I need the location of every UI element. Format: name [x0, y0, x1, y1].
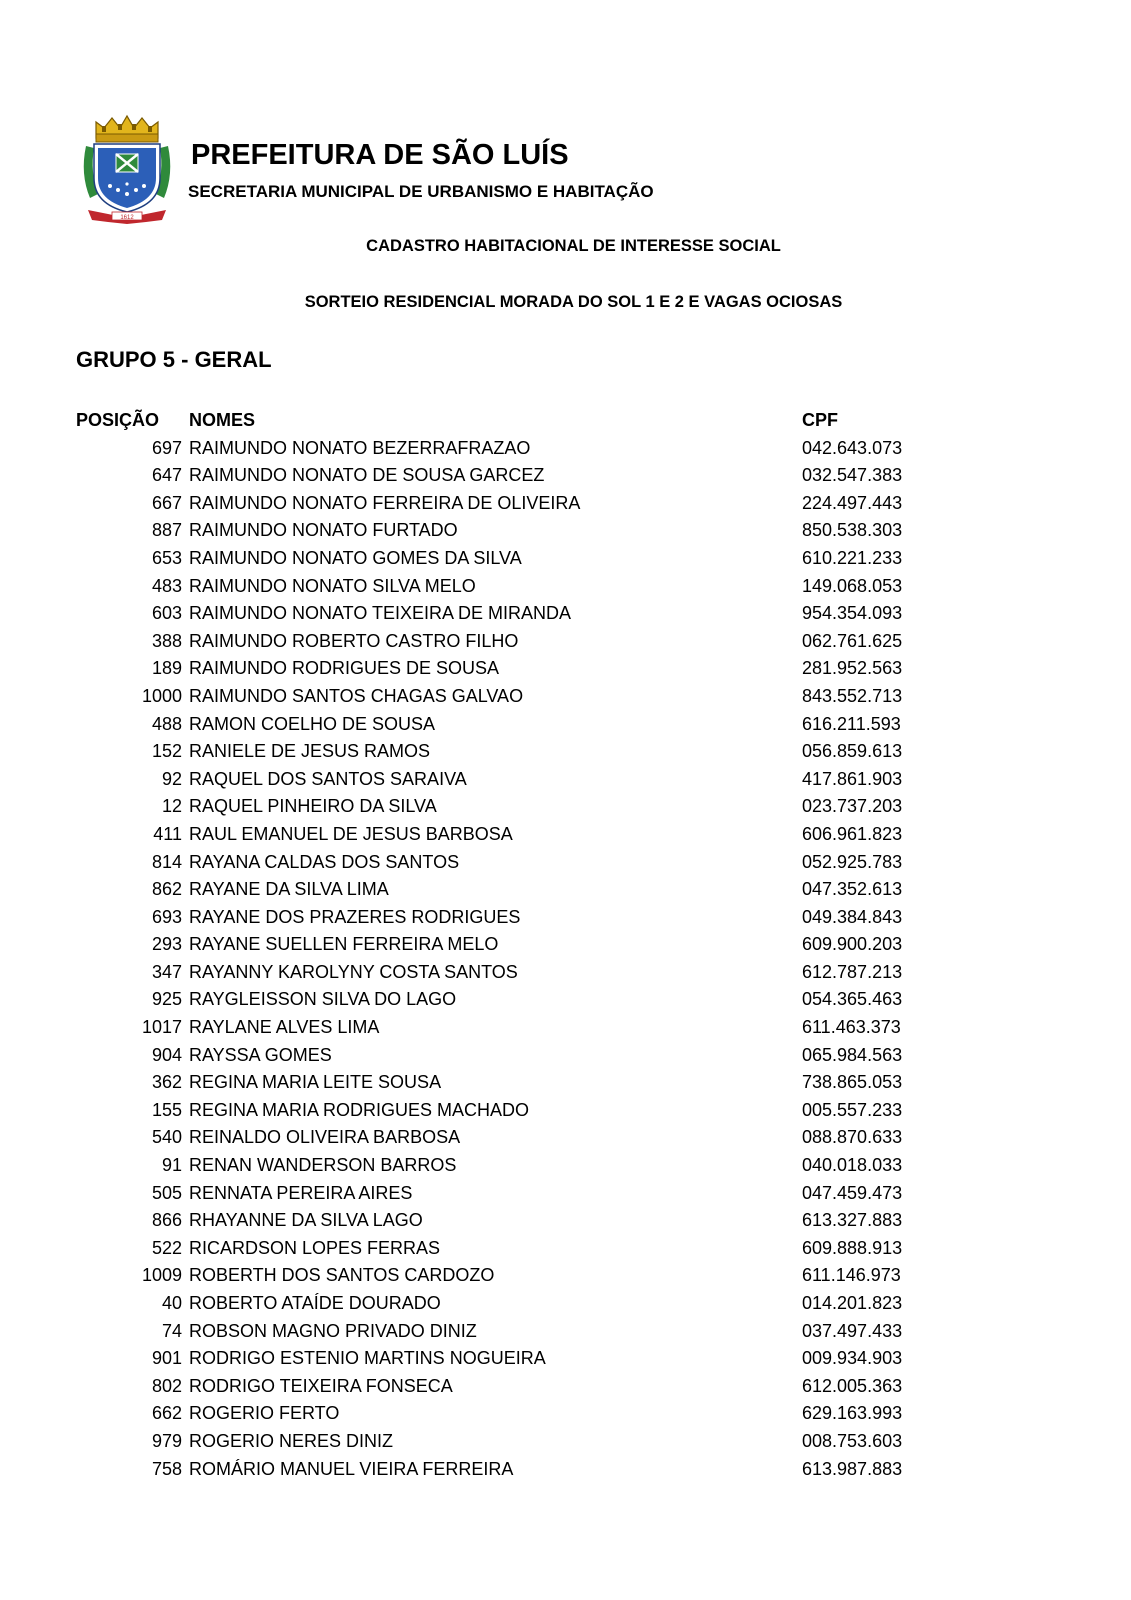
row-cpf: 040.018.033	[802, 1155, 903, 1176]
table-row	[0, 738, 1131, 766]
results-table	[0, 407, 1131, 1483]
row-name: RAYSSA GOMES	[189, 1044, 332, 1065]
table-row	[0, 711, 1131, 739]
row-cpf: 616.211.593	[802, 713, 901, 734]
table-row	[0, 821, 1131, 849]
row-cpf: 610.221.233	[802, 547, 903, 568]
table-row	[0, 1042, 1131, 1070]
table-row	[0, 1069, 1131, 1097]
row-cpf: 049.384.843	[802, 906, 903, 927]
row-position: 653	[151, 547, 182, 568]
row-cpf: 062.761.625	[802, 630, 903, 651]
table-row	[0, 793, 1131, 821]
table-row	[0, 517, 1131, 545]
table-row	[0, 1290, 1131, 1318]
row-cpf: 612.787.213	[802, 961, 903, 982]
table-row	[0, 904, 1131, 932]
row-position: 388	[151, 630, 182, 651]
column-header-position: POSIÇÃO	[76, 410, 160, 430]
row-name: RAYANE SUELLEN FERREIRA MELO	[189, 934, 499, 955]
table-row	[0, 1207, 1131, 1235]
row-position: 91	[161, 1155, 182, 1176]
row-name: RAIMUNDO NONATO DE SOUSA GARCEZ	[189, 465, 545, 486]
table-row	[0, 600, 1131, 628]
row-name: ROBERTH DOS SANTOS CARDOZO	[189, 1265, 495, 1286]
table-row	[0, 1345, 1131, 1373]
row-position: 40	[161, 1293, 182, 1313]
row-position: 693	[151, 906, 182, 927]
row-cpf: 224.497.443	[802, 492, 903, 513]
row-cpf: 037.497.433	[802, 1320, 903, 1341]
table-row	[0, 1428, 1131, 1456]
row-name: RAUL EMANUEL DE JESUS BARBOSA	[189, 823, 513, 844]
row-name: REGINA MARIA RODRIGUES MACHADO	[189, 1099, 530, 1120]
row-cpf: 056.859.613	[802, 741, 903, 762]
row-name: RODRIGO ESTENIO MARTINS NOGUEIRA	[189, 1348, 546, 1369]
row-position: 1017	[141, 1017, 182, 1038]
row-position: 347	[151, 961, 182, 982]
row-name: RHAYANNE DA SILVA LAGO	[189, 1210, 423, 1231]
row-cpf: 047.352.613	[802, 879, 903, 900]
row-position: 887	[151, 520, 182, 541]
row-cpf: 088.870.633	[802, 1127, 903, 1148]
row-position: 647	[151, 465, 182, 486]
table-row	[0, 1124, 1131, 1152]
row-cpf: 032.547.383	[802, 465, 903, 486]
table-row	[0, 931, 1131, 959]
row-position: 12	[161, 796, 182, 817]
row-name: RANIELE DE JESUS RAMOS	[189, 741, 431, 762]
document-title: CADASTRO HABITACIONAL DE INTERESSE SOCIAL	[366, 237, 781, 255]
row-position: 411	[153, 823, 182, 844]
row-position: 697	[151, 437, 182, 458]
row-name: RAYLANE ALVES LIMA	[189, 1017, 380, 1038]
row-name: RAYANE DOS PRAZERES RODRIGUES	[189, 906, 521, 927]
row-name: RAIMUNDO NONATO FERREIRA DE OLIVEIRA	[189, 492, 581, 513]
row-position: 802	[151, 1375, 182, 1396]
row-position: 901	[151, 1348, 182, 1369]
row-name: RAQUEL DOS SANTOS SARAIVA	[189, 768, 467, 789]
table-row	[0, 573, 1131, 601]
column-header-name: NOMES	[189, 410, 256, 430]
row-name: RAIMUNDO NONATO BEZERRAFRAZAO	[189, 437, 531, 458]
table-row	[0, 490, 1131, 518]
row-cpf: 054.365.463	[802, 989, 903, 1010]
row-name: REGINA MARIA LEITE SOUSA	[189, 1072, 442, 1093]
row-position: 74	[161, 1320, 182, 1341]
row-cpf: 065.984.563	[802, 1044, 903, 1065]
group-title: GRUPO 5 - GERAL	[76, 347, 272, 372]
row-position: 362	[151, 1072, 182, 1093]
row-position: 1009	[141, 1265, 182, 1286]
row-position: 603	[151, 603, 182, 624]
table-row	[0, 1400, 1131, 1428]
row-cpf: 629.163.993	[802, 1403, 903, 1424]
row-position: 488	[151, 713, 182, 734]
row-position: 814	[151, 851, 182, 872]
row-name: RAYANA CALDAS DOS SANTOS	[189, 851, 460, 872]
row-name: RAQUEL PINHEIRO DA SILVA	[189, 796, 437, 817]
row-position: 866	[151, 1210, 182, 1231]
row-cpf: 850.538.303	[802, 520, 903, 541]
table-row	[0, 462, 1131, 490]
row-name: RENAN WANDERSON BARROS	[189, 1155, 457, 1176]
row-name: RAYANNY KAROLYNY COSTA SANTOS	[189, 961, 518, 982]
city-crest-logo	[78, 114, 176, 226]
table-row	[0, 1097, 1131, 1125]
row-name: ROGERIO NERES DINIZ	[189, 1430, 394, 1451]
row-name: RAYGLEISSON SILVA DO LAGO	[189, 989, 457, 1010]
row-cpf: 843.552.713	[802, 685, 903, 706]
table-row	[0, 628, 1131, 656]
row-cpf: 047.459.473	[802, 1182, 903, 1203]
table-row	[0, 1456, 1131, 1484]
row-name: RAIMUNDO NONATO GOMES DA SILVA	[189, 547, 522, 568]
row-position: 152	[151, 741, 182, 762]
row-name: RAIMUNDO SANTOS CHAGAS GALVAO	[189, 685, 524, 706]
row-cpf: 954.354.093	[802, 603, 903, 624]
row-cpf: 005.557.233	[802, 1099, 903, 1120]
table-row	[0, 1373, 1131, 1401]
table-row	[0, 655, 1131, 683]
row-position: 505	[151, 1182, 182, 1203]
row-position: 1000	[141, 685, 182, 706]
table-row	[0, 986, 1131, 1014]
row-cpf: 611.463.373	[802, 1017, 901, 1038]
row-cpf: 009.934.903	[802, 1348, 903, 1369]
row-position: 155	[151, 1099, 182, 1120]
row-name: RAIMUNDO RODRIGUES DE SOUSA	[189, 658, 500, 679]
table-row	[0, 959, 1131, 987]
row-cpf: 612.005.363	[802, 1375, 903, 1396]
column-header-cpf: CPF	[802, 410, 838, 430]
row-position: 92	[161, 768, 182, 789]
row-cpf: 023.737.203	[802, 796, 903, 817]
row-position: 189	[151, 658, 182, 679]
row-position: 483	[151, 575, 182, 596]
table-row	[0, 849, 1131, 877]
row-cpf: 609.888.913	[802, 1237, 903, 1258]
row-name: RODRIGO TEIXEIRA FONSECA	[189, 1375, 453, 1396]
table-row	[0, 435, 1131, 463]
row-position: 758	[151, 1458, 182, 1479]
table-row	[0, 1152, 1131, 1180]
row-cpf: 417.861.903	[802, 768, 903, 789]
row-name: RAMON COELHO DE SOUSA	[189, 713, 436, 734]
row-name: ROMÁRIO MANUEL VIEIRA FERREIRA	[189, 1458, 514, 1479]
table-row	[0, 1262, 1131, 1290]
row-cpf: 042.643.073	[802, 437, 903, 458]
table-row	[0, 545, 1131, 573]
table-row	[0, 1180, 1131, 1208]
row-position: 662	[151, 1403, 182, 1424]
row-name: RAIMUNDO NONATO FURTADO	[189, 520, 458, 541]
table-row	[0, 683, 1131, 711]
row-cpf: 149.068.053	[802, 575, 903, 596]
row-cpf: 014.201.823	[802, 1293, 903, 1313]
row-cpf: 606.961.823	[802, 823, 903, 844]
row-position: 522	[151, 1237, 182, 1258]
organization-subtitle: SECRETARIA MUNICIPAL DE URBANISMO E HABITAÇÃO	[188, 182, 654, 201]
row-cpf: 611.146.973	[802, 1265, 901, 1286]
organization-title: PREFEITURA DE SÃO LUÍS	[191, 139, 569, 171]
row-name: RENNATA PEREIRA AIRES	[189, 1182, 413, 1203]
table-row	[0, 1014, 1131, 1042]
row-name: ROGERIO FERTO	[189, 1403, 340, 1424]
row-cpf: 008.753.603	[802, 1430, 903, 1451]
row-cpf: 738.865.053	[802, 1072, 903, 1093]
row-name: RICARDSON LOPES FERRAS	[189, 1237, 441, 1258]
row-name: RAIMUNDO NONATO TEIXEIRA DE MIRANDA	[189, 603, 572, 624]
table-row	[0, 1318, 1131, 1346]
row-name: RAYANE DA SILVA LIMA	[189, 879, 389, 900]
row-cpf: 052.925.783	[802, 851, 903, 872]
row-cpf: 281.952.563	[802, 658, 903, 679]
row-name: RAIMUNDO ROBERTO CASTRO FILHO	[189, 630, 519, 651]
row-position: 293	[151, 934, 182, 955]
row-position: 979	[151, 1430, 182, 1451]
row-position: 862	[151, 879, 182, 900]
row-cpf: 613.987.883	[802, 1458, 903, 1479]
row-cpf: 609.900.203	[802, 934, 903, 955]
row-name: ROBERTO ATAÍDE DOURADO	[189, 1293, 441, 1313]
table-body	[0, 435, 1131, 1484]
document-subtitle: SORTEIO RESIDENCIAL MORADA DO SOL 1 E 2 E VAGAS OCIOSAS	[304, 293, 843, 311]
row-position: 667	[151, 492, 182, 513]
table-row	[0, 766, 1131, 794]
table-row	[0, 1235, 1131, 1263]
row-name: ROBSON MAGNO PRIVADO DINIZ	[189, 1320, 477, 1341]
row-name: REINALDO OLIVEIRA BARBOSA	[189, 1127, 461, 1148]
table-header	[0, 407, 1131, 435]
row-cpf: 613.327.883	[802, 1210, 903, 1231]
row-position: 904	[151, 1044, 182, 1065]
row-position: 540	[151, 1127, 182, 1148]
table-row	[0, 876, 1131, 904]
row-name: RAIMUNDO NONATO SILVA MELO	[189, 575, 476, 596]
crest-year-text: 1612	[120, 215, 134, 221]
row-position: 925	[151, 989, 182, 1010]
